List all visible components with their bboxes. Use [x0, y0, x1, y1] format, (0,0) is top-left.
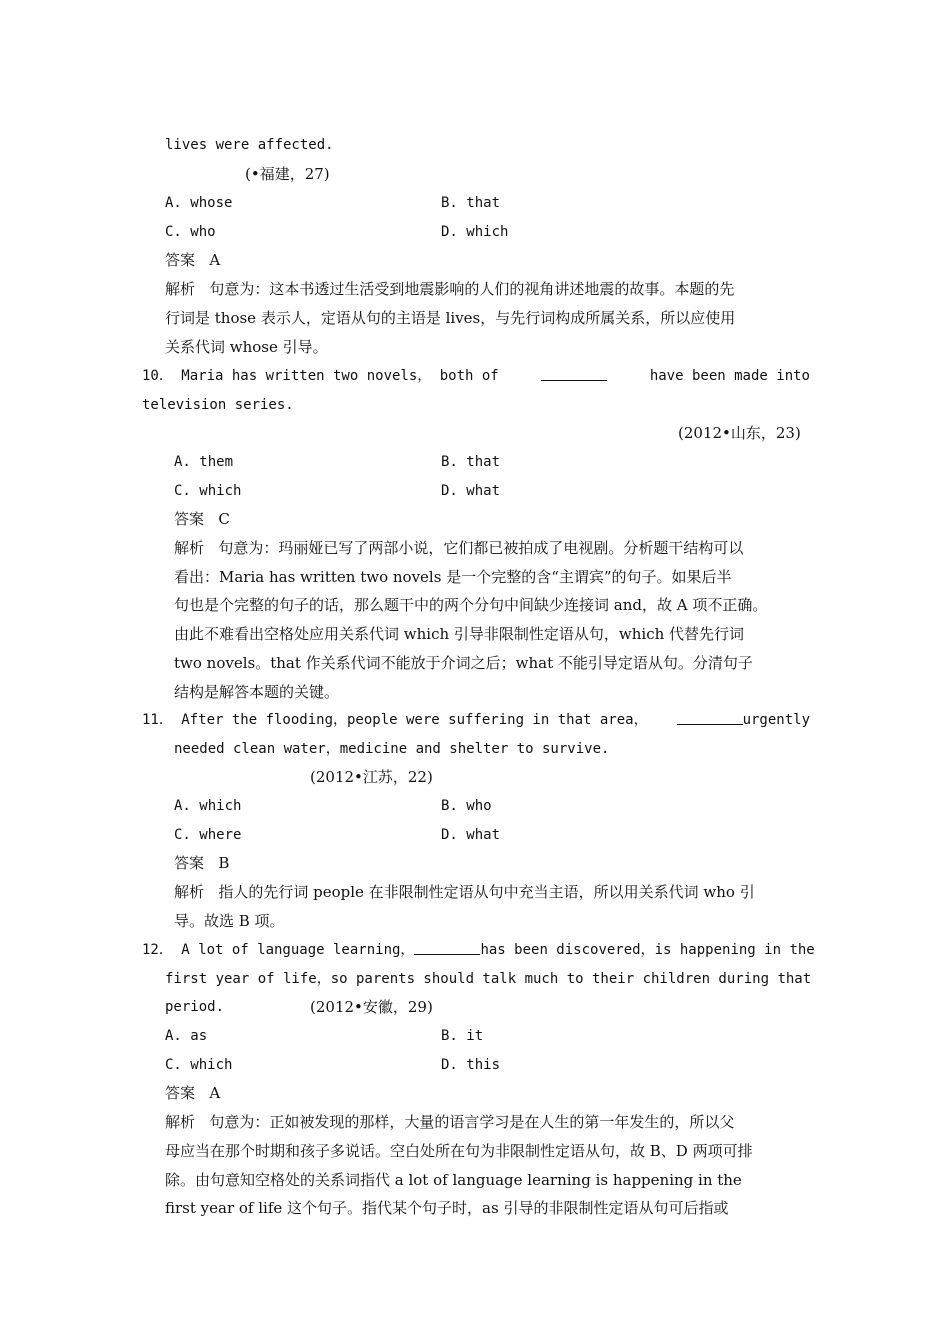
q12-stem-line-2: first year of life，so parents should talk much to their children during that	[165, 971, 812, 987]
q11-option-a: A. which	[174, 798, 242, 814]
q10-stem-part-2: have been made into	[649, 368, 810, 384]
q9-option-c: C. who	[165, 224, 216, 240]
q12-option-a: A. as	[165, 1028, 208, 1044]
q11-answer	[174, 853, 229, 873]
q9-source: (•福建，27)	[245, 165, 330, 183]
q11-stem-line-2: needed clean water，medicine and shelter to survive.	[174, 741, 610, 757]
analysis-label: 解析	[165, 1113, 196, 1131]
q10-option-b: B. that	[441, 454, 501, 470]
q12-stem-part-1: 12． A lot of language learning，	[142, 942, 415, 958]
q10-stem-line-2: television series.	[142, 397, 294, 413]
q10-analysis-line-1	[174, 538, 743, 558]
q9-answer	[165, 250, 220, 270]
q10-analysis-line-4: 由此不难看出空格处应用关系代词 which 引导非限制性定语从句，which 代替先行词	[174, 625, 745, 643]
q10-stem-part-1: 10． Maria has written two novels， both of	[142, 368, 499, 384]
q9-analysis-line-1	[165, 279, 734, 299]
q11-option-c: C. where	[174, 827, 242, 843]
answer-value: A	[209, 1084, 221, 1102]
q11-stem-part-2: urgently	[742, 712, 810, 728]
q10-analysis-line-2: 看出：Maria has written two novels 是一个完整的含“主谓宾”的句子。如果后半	[174, 568, 732, 586]
q9-option-b: B. that	[441, 195, 501, 211]
q10-stem-line-1	[142, 366, 810, 386]
q12-stem-line-3: period.	[165, 999, 225, 1015]
q12-analysis-line-1	[165, 1112, 734, 1132]
analysis-label: 解析	[165, 280, 196, 298]
q12-answer	[165, 1083, 220, 1103]
q10-option-d: D. what	[441, 483, 501, 499]
q10-blank	[541, 366, 607, 381]
q9-stem-end: lives were affected.	[165, 137, 334, 153]
analysis-text: 句意为：正如被发现的那样，大量的语言学习是在人生的第一年发生的，所以父	[209, 1113, 735, 1131]
analysis-label: 解析	[174, 539, 205, 557]
analysis-text: 指人的先行词 people 在非限制性定语从句中充当主语，所以用关系代词 who 引	[218, 883, 755, 901]
q12-stem-part-2: has been discovered，is happening in the	[480, 942, 815, 958]
q12-analysis-line-2: 母应当在那个时期和孩子多说话。空白处所在句为非限制性定语从句，故 B、D 两项可排	[165, 1142, 753, 1160]
answer-label: 答案	[165, 1084, 196, 1102]
q12-source: (2012•安徽，29)	[310, 998, 433, 1016]
answer-label: 答案	[174, 510, 205, 528]
q10-analysis-line-5: two novels。that 作关系代词不能放于介词之后；what 不能引导定语从句。分清句子	[174, 654, 753, 672]
q11-blank-group	[677, 710, 810, 730]
q12-stem-line-1	[142, 940, 815, 960]
q12-option-b: B. it	[441, 1028, 484, 1044]
q12-option-c: C. which	[165, 1057, 233, 1073]
q12-analysis-line-4: first year of life 这个句子。指代某个句子时，as 引导的非限制性定语从句可后指或	[165, 1199, 729, 1217]
q9-option-a: A. whose	[165, 195, 233, 211]
answer-value: C	[218, 510, 230, 528]
q11-analysis-line-2: 导。故选 B 项。	[174, 912, 285, 930]
q10-analysis-line-6: 结构是解答本题的关键。	[174, 683, 340, 701]
q11-option-b: B. who	[441, 798, 492, 814]
q11-stem-part-1: 11． After the flooding，people were suffering in that area，	[142, 712, 648, 728]
analysis-label: 解析	[174, 883, 205, 901]
analysis-text: 句意为：玛丽娅已写了两部小说，它们都已被拍成了电视剧。分析题干结构可以	[218, 539, 744, 557]
q12-stem-left	[142, 940, 480, 960]
q10-option-a: A. them	[174, 454, 234, 470]
q11-source: (2012•江苏，22)	[310, 768, 433, 786]
q10-answer	[174, 509, 230, 529]
analysis-text: 句意为：这本书透过生活受到地震影响的人们的视角讲述地震的故事。本题的先	[209, 280, 735, 298]
q11-analysis-line-1	[174, 882, 755, 902]
q11-option-d: D. what	[441, 827, 501, 843]
q12-analysis-line-3: 除。由句意知空格处的关系词指代 a lot of language learning is happening in the	[165, 1171, 742, 1189]
q10-analysis-line-3: 句也是个完整的句子的话，那么题干中的两个分句中间缺少连接词 and，故 A 项不正确。	[174, 596, 768, 614]
q10-source: (2012•山东，23)	[678, 424, 801, 442]
q9-option-d: D. which	[441, 224, 509, 240]
answer-value: B	[218, 854, 230, 872]
answer-label: 答案	[165, 251, 196, 269]
answer-label: 答案	[174, 854, 205, 872]
q9-analysis-line-3: 关系代词 whose 引导。	[165, 338, 328, 356]
q11-blank	[677, 710, 743, 725]
q12-option-d: D. this	[441, 1057, 501, 1073]
q9-analysis-line-2: 行词是 those 表示人，定语从句的主语是 lives，与先行词构成所属关系，所以应使用	[165, 309, 736, 327]
q11-stem-line-1	[142, 710, 810, 730]
q10-option-c: C. which	[174, 483, 242, 499]
answer-value: A	[209, 251, 221, 269]
q12-blank	[414, 940, 480, 955]
